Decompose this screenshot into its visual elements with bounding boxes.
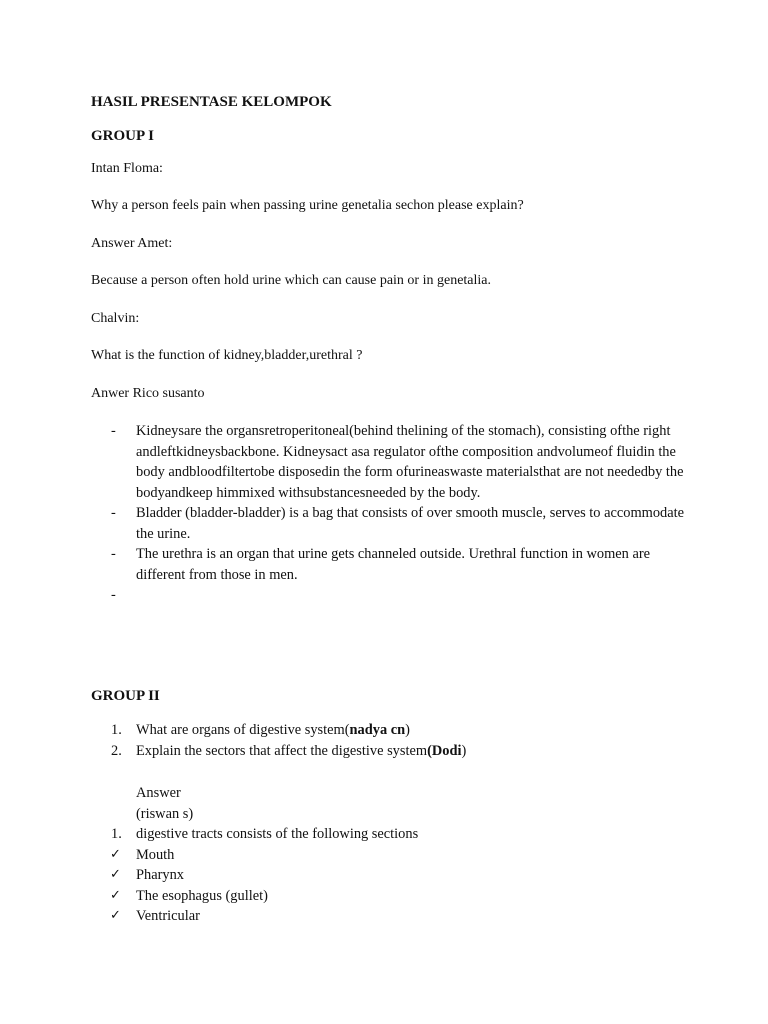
group2-question-2	[136, 741, 696, 762]
group1-q1-text: Why a person feels pain when passing urine genetalia sechon please explain?	[91, 198, 524, 213]
group2-question-1	[136, 720, 696, 741]
question-text: Explain the sectors that affect the digestive system	[136, 743, 428, 759]
section-item: Pharynx	[136, 867, 184, 883]
group1-heading: GROUP I	[91, 128, 154, 144]
question-text: What are organs of digestive system(	[136, 722, 350, 738]
section-item: Ventricular	[136, 908, 200, 924]
section-item: The esophagus (gullet)	[136, 888, 268, 904]
answer-label: Answer	[136, 785, 181, 801]
question-number: 1.	[111, 722, 122, 738]
asker-name: nadya cn	[349, 722, 406, 738]
group1-q2-asker: Chalvin:	[91, 311, 140, 326]
bullet-kidney-text: Kidneysare the organsretroperitoneal(behind thelining of the stomach), consisting ofthe right andleftkidneysbackbone. Kidneysact asa regulator ofthe composition andvolumeof fluidin the body andbloodfiltertobe disposedin the form ofurineaswaste materialsthat are not neededby the bodyandkeep himmixed withsubstancesneeded by the body.	[136, 423, 684, 501]
group1-a1-text: Because a person often hold urine which can cause pain or in genetalia.	[91, 273, 492, 288]
asker-name: (Dodi	[427, 743, 462, 759]
bullet-bladder-text: Bladder (bladder-bladder) is a bag that consists of over smooth muscle, serves to accommodate the urine.	[136, 505, 684, 542]
bullet-dash: -	[111, 587, 116, 603]
answer-item-text: digestive tracts consists of the following sections	[136, 826, 419, 842]
checkmark-icon: ✓	[110, 908, 121, 923]
checkmark-icon: ✓	[110, 847, 121, 862]
question-close: )	[405, 722, 410, 738]
answer-by: (riswan s)	[136, 806, 194, 822]
bullet-dash: -	[111, 546, 116, 562]
bullet-urethra-text: The urethra is an organ that urine gets channeled outside. Urethral function in women are different from those in men.	[136, 546, 651, 583]
bullet-dash: -	[111, 505, 116, 521]
group1-q2-text: What is the function of kidney,bladder,urethral ?	[91, 348, 363, 363]
group1-a2-responder: Anwer Rico susanto	[91, 386, 205, 401]
checkmark-icon: ✓	[110, 867, 121, 882]
answer-item-number: 1.	[111, 826, 122, 842]
question-close: )	[461, 743, 467, 759]
page-title: HASIL PRESENTASE KELOMPOK	[91, 94, 332, 110]
section-item: Mouth	[136, 847, 175, 863]
group1-q1-asker: Intan Floma:	[91, 161, 163, 176]
question-number: 2.	[111, 743, 122, 759]
checkmark-icon: ✓	[110, 888, 121, 903]
bullet-dash: -	[111, 423, 116, 439]
group2-heading: GROUP II	[91, 688, 160, 704]
group1-a1-responder: Answer Amet:	[91, 236, 173, 251]
